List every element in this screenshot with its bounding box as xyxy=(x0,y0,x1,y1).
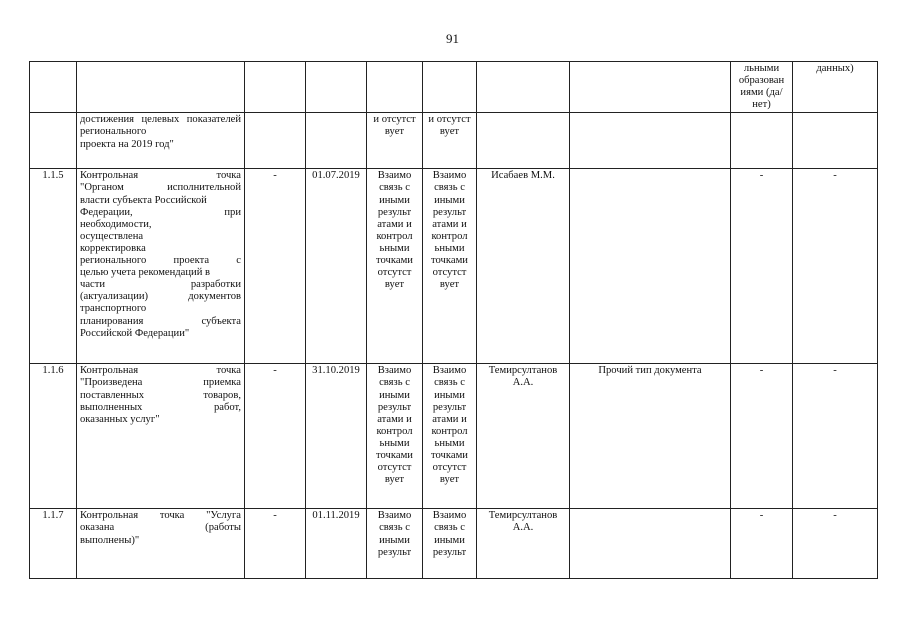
cell-doc-type xyxy=(570,113,731,169)
cell-next: Взаимо связь с иными результ атами и контрол ьными точками отсутст вует xyxy=(423,364,477,509)
table-row xyxy=(30,509,878,579)
header-cell-name xyxy=(77,62,245,113)
header-cell-municipal: льными образован иями (да/нет) xyxy=(731,62,793,113)
cell-start: - xyxy=(245,169,306,364)
cell-municipal: - xyxy=(731,169,793,364)
header-cell-responsible xyxy=(477,62,570,113)
cell-prev: и отсутст вует xyxy=(367,113,423,169)
cell-end: 01.11.2019 xyxy=(306,509,367,579)
cell-responsible xyxy=(477,113,570,169)
cell-name xyxy=(77,509,245,579)
cell-responsible: Темирсултанов А.А. xyxy=(477,509,570,579)
cell-start: - xyxy=(245,509,306,579)
cell-doc-type: Прочий тип документа xyxy=(570,364,731,509)
cell-end: 31.10.2019 xyxy=(306,364,367,509)
cell-data: - xyxy=(793,364,878,509)
cell-doc-type xyxy=(570,509,731,579)
header-cell-next xyxy=(423,62,477,113)
cell-municipal: - xyxy=(731,509,793,579)
cell-data: - xyxy=(793,169,878,364)
cell-municipal: - xyxy=(731,364,793,509)
header-cell-doc-type xyxy=(570,62,731,113)
cell-start: - xyxy=(245,364,306,509)
cell-name xyxy=(77,169,245,364)
cell-data: - xyxy=(793,509,878,579)
cell-data xyxy=(793,113,878,169)
cell-num: 1.1.5 xyxy=(30,169,77,364)
header-cell-data: данных) xyxy=(793,62,878,113)
cell-next: Взаимо связь с иными результ атами и контрол ьными точками отсутст вует xyxy=(423,169,477,364)
table-row-continued xyxy=(30,113,878,169)
header-cell-start xyxy=(245,62,306,113)
cell-responsible: Темирсултанов А.А. xyxy=(477,364,570,509)
header-cell-end xyxy=(306,62,367,113)
cell-num: 1.1.7 xyxy=(30,509,77,579)
cell-num: 1.1.6 xyxy=(30,364,77,509)
table-row xyxy=(30,169,878,364)
cell-name xyxy=(77,364,245,509)
name-lines: Контрольная точка "Услуга оказана (работы выполнены)" xyxy=(80,510,241,546)
header-cell-prev xyxy=(367,62,423,113)
cell-responsible: Исабаев М.М. xyxy=(477,169,570,364)
schedule-table xyxy=(29,61,878,579)
header-row-continued xyxy=(30,62,878,113)
name-lines: Контрольная точка "Органом исполнительной власти субъекта Российской Федерации, при необходимости, осуществлена корректировка регионального проекта с целью учета рекомендаций в части разработки (актуализации) документов транспортного планирования субъекта Российской Федерации" xyxy=(80,170,241,339)
cell-prev: Взаимо связь с иными результ атами и контрол ьными точками отсутст вует xyxy=(367,169,423,364)
cell-next: и отсутст вует xyxy=(423,113,477,169)
cell-municipal xyxy=(731,113,793,169)
cell-prev: Взаимо связь с иными результ xyxy=(367,509,423,579)
name-lines: Контрольная точка "Произведена приемка поставленных товаров, выполненных работ, оказанных услуг" xyxy=(80,365,241,425)
cell-prev: Взаимо связь с иными результ атами и контрол ьными точками отсутст вует xyxy=(367,364,423,509)
table-row xyxy=(30,364,878,509)
cell-name: достижения целевых показателей регионального проекта на 2019 год" xyxy=(77,113,245,169)
cell-end: 01.07.2019 xyxy=(306,169,367,364)
cell-num xyxy=(30,113,77,169)
header-cell-num xyxy=(30,62,77,113)
cell-next: Взаимо связь с иными результ xyxy=(423,509,477,579)
cell-doc-type xyxy=(570,169,731,364)
cell-start xyxy=(245,113,306,169)
page-number: 91 xyxy=(446,31,459,46)
cell-end xyxy=(306,113,367,169)
